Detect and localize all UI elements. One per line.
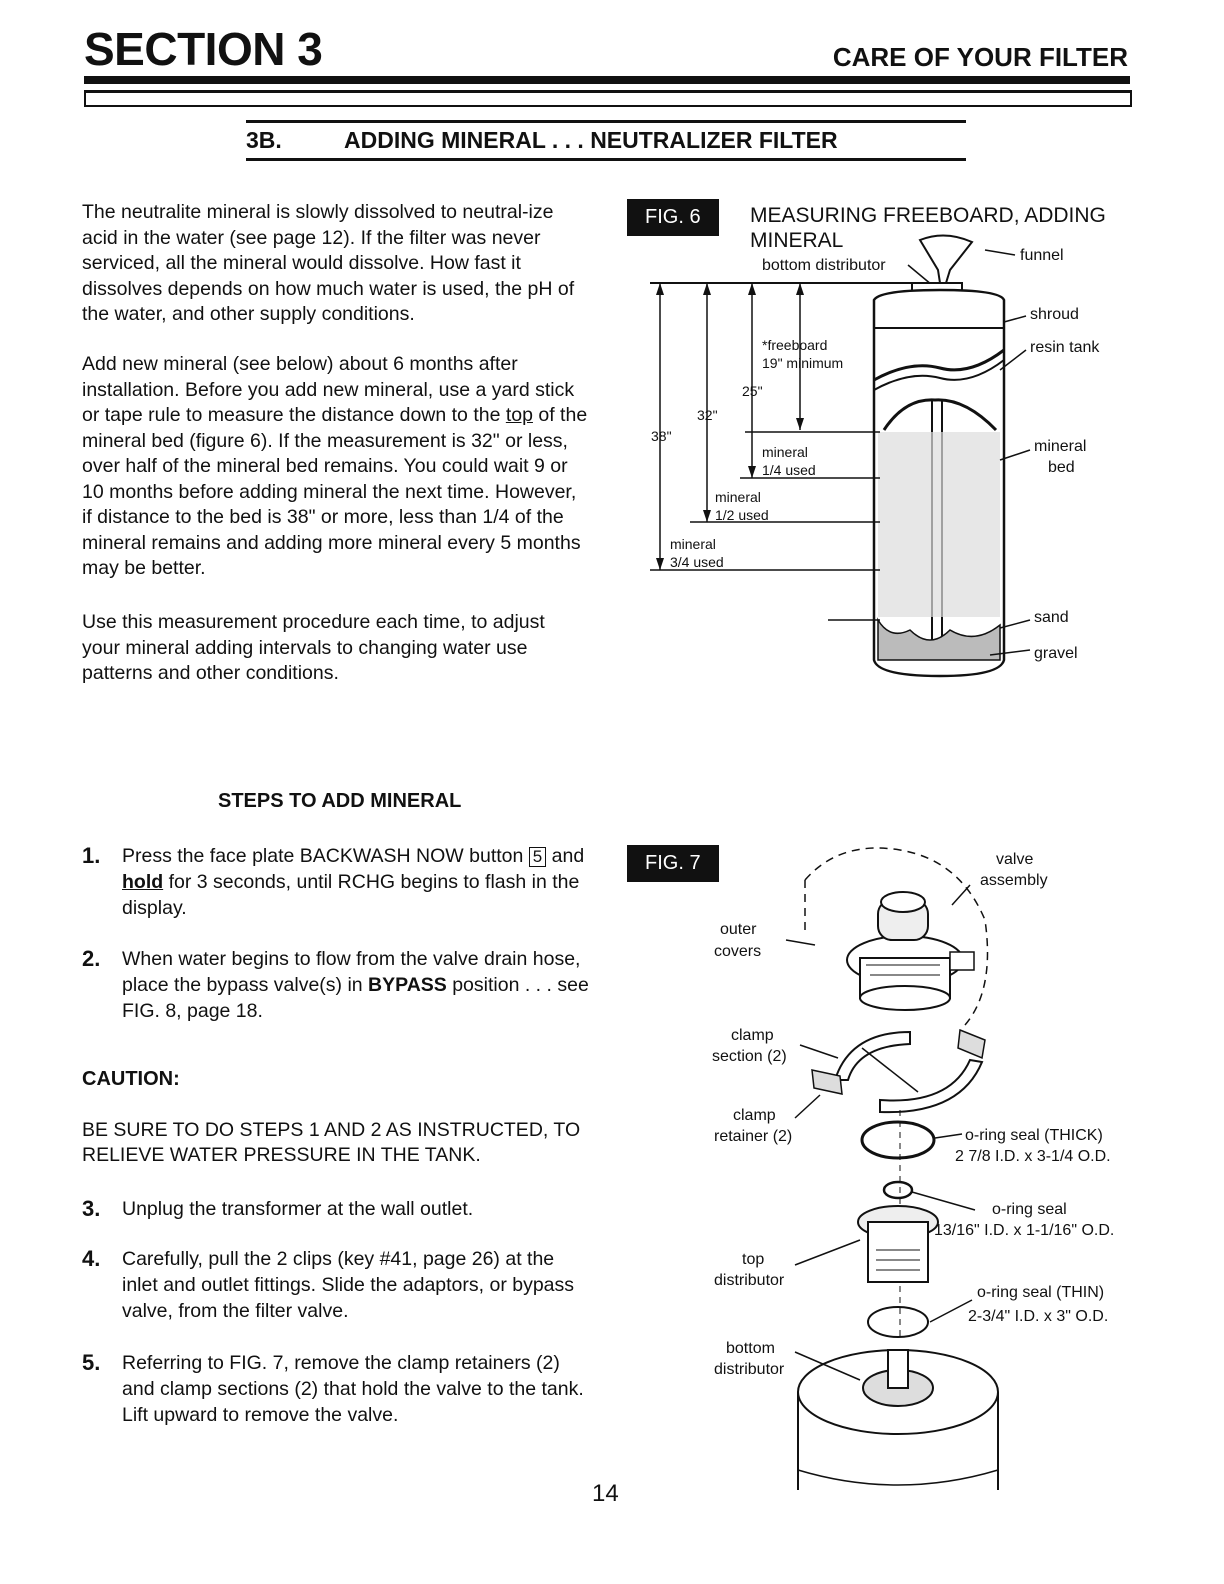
fig7-label: FIG. 7: [627, 845, 719, 882]
label-half-used-2: 1/2 used: [715, 507, 769, 523]
step-1-number: 1.: [82, 843, 101, 868]
label-outer: outer: [720, 921, 757, 938]
paragraph-intro: The neutralite mineral is slowly dissolved to neutral-ize acid in the water (see page 12). If the filter was never serviced, all the mineral would dissolve. How fast it dissolves depends on how much water is used, the pH of the water, and other supply conditions.: [82, 201, 575, 325]
label-half-used-1: mineral: [715, 489, 761, 505]
step-3-text: Unplug the transformer at the wall outlet.: [122, 1198, 474, 1220]
paragraph-measure-top: top: [505, 404, 533, 426]
step-1-text-a: Press the face plate BACKWASH NOW button: [122, 845, 529, 867]
step-4-number: 4.: [82, 1246, 101, 1271]
label-valve-assembly: assembly: [980, 872, 1048, 889]
fig6-title: MEASURING FREEBOARD, ADDING MINERAL: [750, 204, 1106, 252]
label-quarter-used-2: 1/4 used: [762, 462, 816, 478]
subheading-text: ADDING MINERAL . . . NEUTRALIZER FILTER: [344, 127, 838, 153]
label-oring-thin-size: 2-3/4" I.D. x 3" O.D.: [968, 1308, 1109, 1325]
label-oring-thick-size: 2 7/8 I.D. x 3-1/4 O.D.: [955, 1148, 1111, 1165]
label-three-quarter-used-1: mineral: [670, 536, 716, 552]
label-bottom-distributor: bottom distributor: [762, 257, 886, 274]
label-oring-small: o-ring seal: [992, 1201, 1067, 1218]
label-clamp-2: clamp: [733, 1107, 776, 1124]
label-freeboard-min: 19" minimum: [762, 355, 844, 371]
step-2-text-b: position . . . see FIG. 8, page 18.: [122, 974, 589, 1022]
caution-text: BE SURE TO DO STEPS 1 AND 2 AS INSTRUCTED, TO RELIEVE WATER PRESSURE IN THE TANK.: [82, 1119, 581, 1166]
backwash-key-icon: 5: [529, 847, 546, 867]
label-bottom: bottom: [726, 1340, 775, 1357]
steps-heading: STEPS TO ADD MINERAL: [218, 790, 462, 812]
paragraph-procedure: Use this measurement procedure each time, to adjust your mineral adding intervals to changing water use patterns and other conditions.: [82, 611, 545, 684]
label-covers: covers: [714, 943, 762, 960]
label-shroud: shroud: [1030, 306, 1079, 323]
label-three-quarter-used-2: 3/4 used: [670, 554, 724, 570]
label-top-distributor: distributor: [714, 1272, 785, 1289]
caution-heading: CAUTION:: [82, 1068, 180, 1090]
label-funnel: funnel: [1020, 247, 1064, 264]
label-oring-thick: o-ring seal (THICK): [965, 1127, 1103, 1144]
label-freeboard: *freeboard: [762, 337, 828, 353]
step-5-number: 5.: [82, 1350, 101, 1375]
paragraph-measure-a: Add new mineral (see below) about 6 months after installation. Before you add new mineral, use a yard stick or tape rule to measure the distance down to the: [82, 353, 575, 426]
label-clamp-retainer: retainer (2): [714, 1128, 793, 1145]
label-sand: sand: [1034, 609, 1069, 626]
paragraph-measure-b: of the mineral bed (figure 6). If the measurement is 32" or less, over half of the mineral bed remains. You could wait 9 or 10 months before adding mineral the next time. However, if distance to the bed is 38" or more, less than 1/4 of the mineral remains and adding more mineral every 5 months may be better.: [82, 404, 588, 579]
step-1-hold: hold: [122, 871, 164, 893]
step-4-text: Carefully, pull the 2 clips (key #41, page 26) at the inlet and outlet fittings. Slide the adaptors, or bypass valve, from the filter valve.: [122, 1248, 575, 1322]
step-1-text-b: and: [546, 845, 585, 867]
step-1-text-c: for 3 seconds, until RCHG begins to flash in the display.: [122, 871, 580, 919]
step-2-number: 2.: [82, 946, 101, 971]
section-title: SECTION 3: [84, 23, 323, 75]
label-valve: valve: [996, 851, 1034, 868]
chapter-title: CARE OF YOUR FILTER: [832, 42, 1128, 72]
label-resin-tank: resin tank: [1030, 339, 1100, 356]
label-mineral-bed-2: bed: [1048, 459, 1075, 476]
label-oring-thin: o-ring seal (THIN): [977, 1284, 1105, 1301]
label-25: 25": [742, 383, 763, 399]
subheading-number: 3B.: [246, 127, 282, 153]
label-32: 32": [697, 407, 718, 423]
label-oring-small-size: 13/16" I.D. x 1-1/16" O.D.: [934, 1222, 1115, 1239]
label-top: top: [742, 1251, 765, 1268]
page-number: 14: [592, 1480, 619, 1507]
label-mineral-bed-1: mineral: [1034, 438, 1087, 455]
label-clamp-section: section (2): [712, 1048, 787, 1065]
label-quarter-used-1: mineral: [762, 444, 808, 460]
step-2-text-a: When water begins to flow from the valve drain hose, place the bypass valve(s) in: [122, 948, 581, 996]
step-2-bypass: BYPASS: [368, 974, 447, 996]
label-gravel: gravel: [1034, 645, 1078, 662]
fig6-label: FIG. 6: [627, 199, 719, 236]
step-3-number: 3.: [82, 1196, 101, 1221]
label-clamp: clamp: [731, 1027, 774, 1044]
step-5-text: Referring to FIG. 7, remove the clamp retainers (2) and clamp sections (2) that hold the valve to the tank. Lift upward to remove the valve.: [122, 1352, 584, 1426]
label-38: 38": [651, 428, 672, 444]
label-bottom-distributor-2: distributor: [714, 1361, 785, 1378]
